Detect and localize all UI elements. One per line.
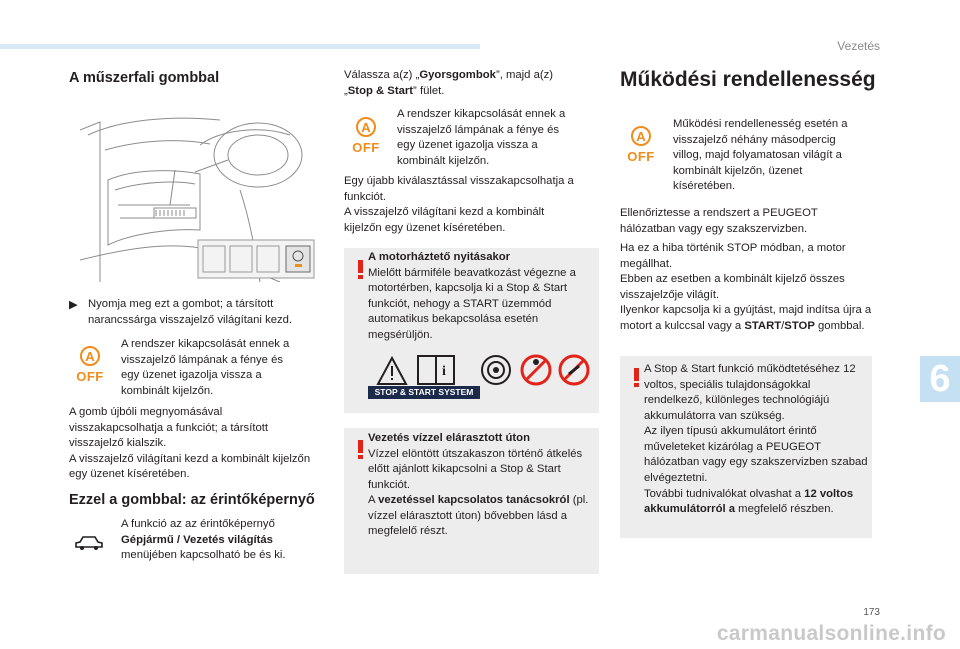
- section-title: Vezetés: [837, 39, 880, 53]
- right-para-1-block: [620, 206, 870, 237]
- right-warn-text-2: Az ilyen típusú akkumulátort érintő műveleteket kizárólag a PEUGEOT hálózatban vagy egy szakszervizben szabad elvégeztetni.: [644, 425, 868, 485]
- heading-dashboard-button: A műszerfali gombbal: [69, 70, 220, 86]
- right-para-3: Ebben az esetben a kombinált kijelző összes visszajelzője világít.: [620, 273, 845, 301]
- warning-exclamation-icon: [358, 260, 363, 278]
- left-paragraphs: [69, 405, 319, 483]
- middle-aoff-text: A rendszer kikapcsolását ennek a visszajelző lámpának a fénye és egy üzenet igazolja vissza a kombinált kijelzőn.: [397, 108, 566, 167]
- aoff-warning-icon: A OFF: [76, 349, 104, 384]
- svg-text:i: i: [442, 364, 446, 379]
- chapter-tab: 6: [920, 356, 960, 402]
- header-accent-bar: [0, 44, 480, 49]
- stop-start-system-label: STOP & START SYSTEM: [374, 387, 474, 397]
- car-text-bold: Gépjármű / Vezetés világítás: [121, 533, 273, 546]
- warn2-title: Vezetés vízzel elárasztott úton: [368, 432, 530, 444]
- car-icon: [73, 534, 105, 552]
- dashboard-illustration: [80, 110, 320, 282]
- svg-text:A: A: [85, 349, 95, 364]
- watermark: carmanualsonline.info: [716, 622, 946, 645]
- aoff-warning-icon: A OFF: [627, 129, 655, 164]
- left-aoff-text: A rendszer kikapcsolását ennek a visszajelző lámpának a fénye és egy üzenet igazolja vissza a kombinált kijelzőn.: [121, 338, 290, 397]
- car-text-pre: A funkció az az érintőképernyő: [121, 518, 275, 530]
- warning-exclamation-icon: [358, 440, 363, 458]
- right-warn-text-1: A Stop & Start funkció működtetéséhez 12 voltos, speciális tulajdonságokkal rendelkező, különleges technológiájú akkumulátorra van szükség.: [644, 363, 856, 422]
- arrow-bullet-icon: ▶: [69, 298, 78, 311]
- warn1-text: Mielőtt bármiféle beavatkozást végezne a motortérben, kapcsolja ki a Stop & Start funkciót, nehogy a START üzemmód automatikus bekapcsolása esetén megsérüljön.: [368, 266, 576, 341]
- right-para-1: Ellenőriztesse a rendszert a PEUGEOT hálózatban vagy egy szakszervizben.: [620, 207, 818, 235]
- warning-box-flooded-road: Vezetés vízzel elárasztott úton Vízzel elöntött útszakaszon történő átkelés előtt ajánlott kikapcsolni a Stop & Start funkciót. A vezetéssel kapcsolatos tanácsokról (pl. vízzel elárasztott úton) bővebben lásd a megfelelő részt.: [344, 428, 599, 574]
- right-para-2: Ha ez a hiba történik STOP módban, a motor megállhat.: [620, 242, 846, 270]
- car-text: [121, 517, 321, 564]
- left-para-1: A gomb újbóli megnyomásával visszakapcsolhatja a funkciót; a társított visszajelző kialszik.: [69, 406, 269, 450]
- middle-para-1: Egy újabb kiválasztással visszakapcsolhatja a funkciót.: [344, 175, 574, 203]
- warning-box-battery: A Stop & Start funkció működtetéséhez 12 voltos, speciális tulajdonságokkal rendelkező, különleges technológiájú akkumulátorra van szükség. Az ilyen típusú akkumulátort érintő műveleteket kizárólag a PEUGEOT hálózatban vagy egy szakszervizben szabad elvégeztetni. További tudnivalókat olvashat a 12 voltos akkumulátorról a megfelelő részben.: [620, 356, 872, 538]
- left-bullet: [69, 297, 339, 328]
- middle-para-2: A visszajelző világítani kezd a kombinált kijelzőn egy üzenet kíséretében.: [344, 206, 545, 234]
- left-para-2: A visszajelző világítani kezd a kombinált kijelzőn egy üzenet kíséretében.: [69, 452, 311, 481]
- heading-malfunction: Működési rendellenesség: [620, 68, 876, 91]
- page-number: 173: [863, 607, 880, 618]
- svg-text:A: A: [636, 129, 646, 144]
- right-aoff-text: Működési rendellenesség esetén a visszajelző néhány másodpercig villog, majd folyamatosan világít a kombinált kijelzőn, üzenet kíséretében.: [673, 118, 848, 193]
- left-bullet-text: Nyomja meg ezt a gombot; a társított narancssárga visszajelző világítani kezd.: [88, 298, 293, 326]
- warning-exclamation-icon: [634, 368, 639, 386]
- middle-paragraphs: [344, 174, 584, 236]
- right-para-2-block: Ha ez a hiba történik STOP módban, a motor megállhat. Ebben az esetben a kombinált kijelző összes visszajelzője világít. Ilyenkor kapcsolja ki a gyújtást, majd indítsa újra a motort a kulccsal vagy a START/STOP gombbal.: [620, 242, 872, 332]
- warn2-text: Vízzel elöntött útszakaszon történő átkelés előtt ajánlott kikapcsolni a Stop & Start funkciót.: [368, 447, 583, 491]
- warning-box-bonnet: [344, 248, 599, 413]
- warn1-title: A motorháztető nyitásakor: [368, 251, 511, 263]
- car-text-post: menüjében kapcsolható be és ki.: [121, 549, 286, 562]
- svg-text:A: A: [361, 120, 371, 135]
- heading-touchscreen: Ezzel a gombbal: az érintőképernyő: [69, 492, 315, 508]
- middle-intro: Válassza a(z) „Gyorsgombok”, majd a(z) „Stop & Start” fület.: [344, 69, 554, 97]
- aoff-warning-icon: A OFF: [352, 120, 380, 155]
